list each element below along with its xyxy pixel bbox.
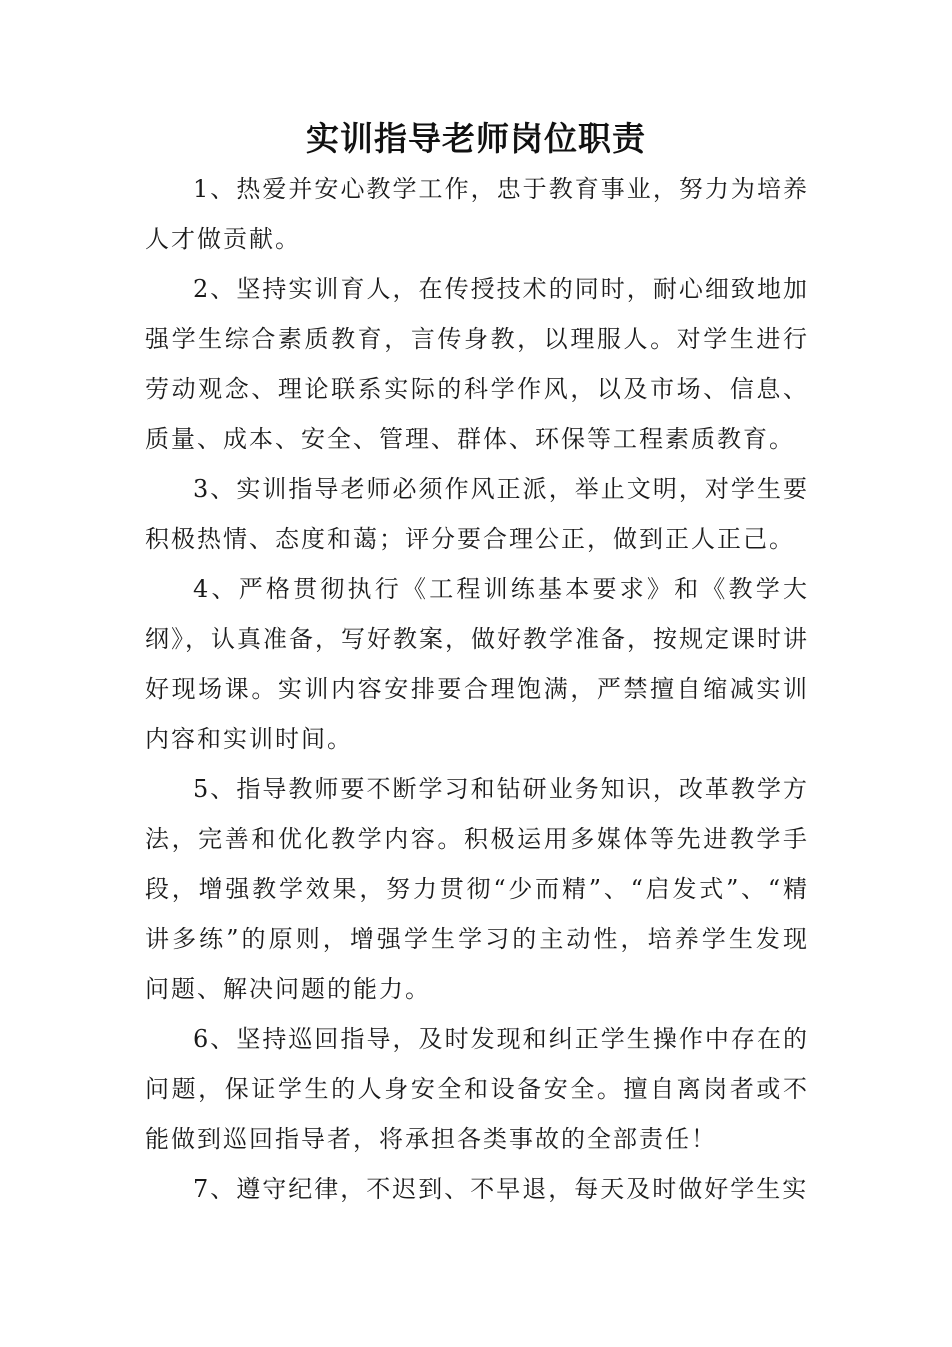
document-body	[145, 164, 809, 1214]
paragraph-3: 3、实训指导老师必须作风正派，举止文明，对学生要积极热情、态度和蔼；评分要合理公正，做到正人正己。	[145, 475, 809, 553]
paragraph-1: 1、热爱并安心教学工作，忠于教育事业，努力为培养人才做贡献。	[145, 175, 809, 253]
paragraph-6: 6、坚持巡回指导，及时发现和纠正学生操作中存在的问题，保证学生的人身安全和设备安全。擅自离岗者或不能做到巡回指导者，将承担各类事故的全部责任！	[145, 1025, 809, 1153]
paragraph-2: 2、坚持实训育人，在传授技术的同时，耐心细致地加强学生综合素质教育，言传身教，以理服人。对学生进行劳动观念、理论联系实际的科学作风，以及市场、信息、质量、成本、安全、管理、群体、环保等工程素质教育。	[145, 275, 809, 453]
document-title: 实训指导老师岗位职责	[306, 119, 646, 158]
paragraph-5: 5、指导教师要不断学习和钻研业务知识，改革教学方法，完善和优化教学内容。积极运用多媒体等先进教学手段，增强教学效果，努力贯彻“少而精”、“启发式”、“精讲多练”的原则，增强学生学习的主动性，培养学生发现问题、解决问题的能力。	[145, 775, 809, 1003]
paragraph-7: 7、遵守纪律，不迟到、不早退，每天及时做好学生实	[193, 1175, 809, 1203]
paragraph-4: 4、严格贯彻执行《工程训练基本要求》和《教学大纲》，认真准备，写好教案，做好教学准备，按规定课时讲好现场课。实训内容安排要合理饱满，严禁擅自缩减实训内容和实训时间。	[145, 575, 809, 753]
